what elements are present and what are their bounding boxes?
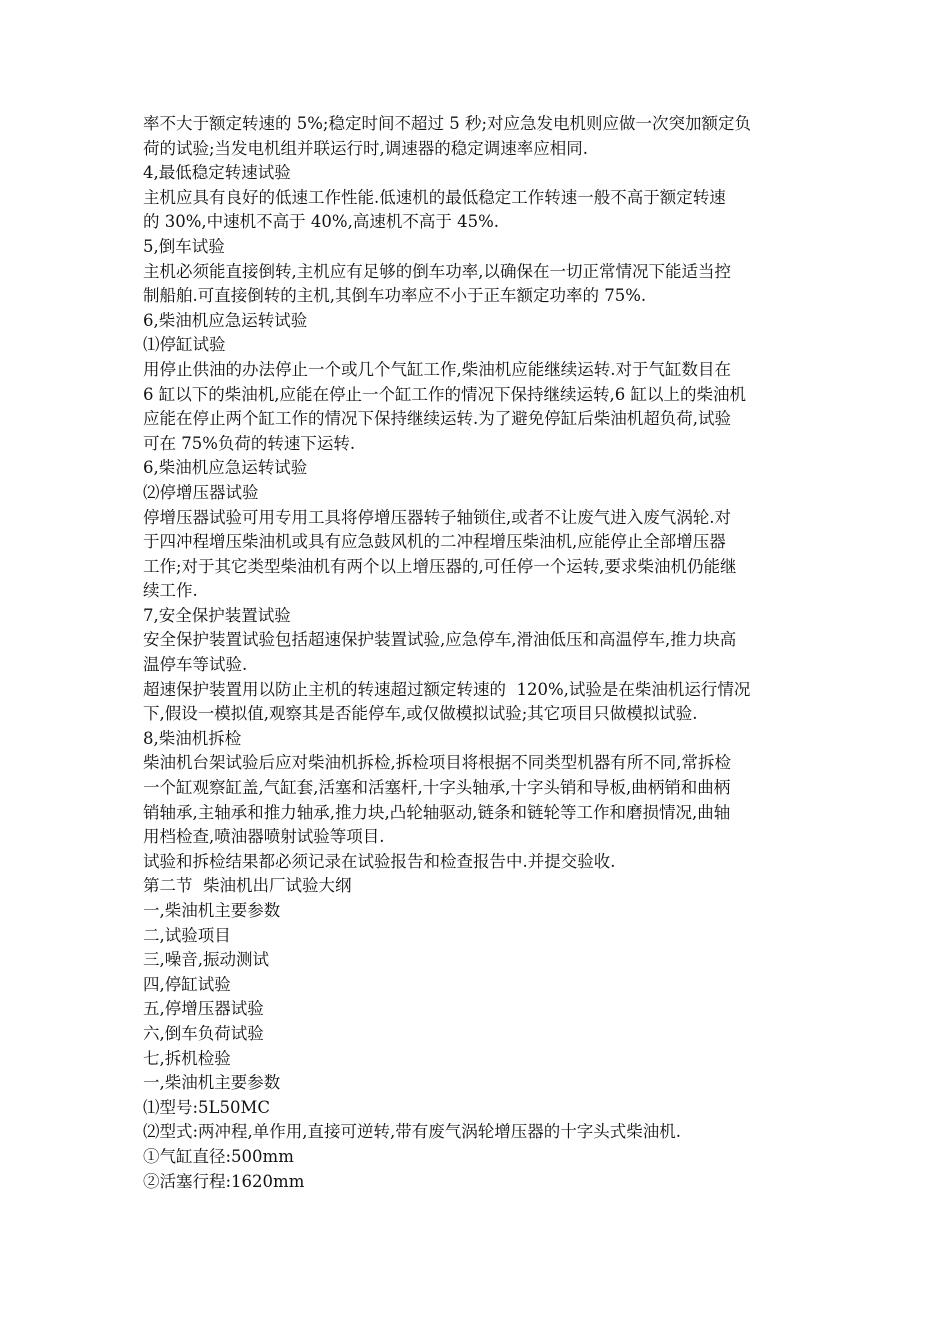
- text-line: 试验和拆检结果都必须记录在试验报告和检查报告中.并提交验收.: [143, 851, 616, 871]
- outline-item: 六,倒车负荷试验: [143, 1023, 264, 1043]
- text-line: 销轴承,主轴承和推力轴承,推力块,凸轮轴驱动,链条和链轮等工作和磨损情况,曲轴: [143, 802, 731, 822]
- text-line: 于四冲程增压柴油机或具有应急鼓风机的二冲程增压柴油机,应能停止全部增压器: [143, 532, 726, 552]
- section-heading: 8,柴油机拆检: [143, 728, 242, 748]
- sub-heading: ⑵停增压器试验: [143, 482, 259, 502]
- text-line: 下,假设一模拟值,观察其是否能停车,或仅做模拟试验;其它项目只做模拟试验.: [143, 704, 698, 724]
- section-heading: 4,最低稳定转速试验: [143, 163, 291, 183]
- text-line: 安全保护装置试验包括超速保护装置试验,应急停车,滑油低压和高温停车,推力块高: [143, 630, 737, 650]
- text-line: 一个缸观察缸盖,气缸套,活塞和活塞杆,十字头轴承,十字头销和导板,曲柄销和曲柄: [143, 778, 731, 798]
- parameter-item: ①气缸直径:500mm: [143, 1146, 294, 1166]
- text-line: 柴油机台架试验后应对柴油机拆检,拆检项目将根据不同类型机器有所不同,常拆检: [143, 753, 731, 773]
- text-line: 率不大于额定转速的 5%;稳定时间不超过 5 秒;对应急发电机则应做一次突加额定负: [143, 114, 752, 133]
- outline-item: 七,拆机检验: [143, 1048, 231, 1068]
- sub-heading: ⑴停缸试验: [143, 335, 226, 355]
- outline-item: 五,停增压器试验: [143, 999, 264, 1019]
- text-line: 的 30%,中速机不高于 40%,高速机不高于 45%.: [143, 212, 499, 232]
- parameter-item: ②活塞行程:1620mm: [143, 1171, 305, 1191]
- document-page: [143, 112, 811, 1194]
- outline-item: 一,柴油机主要参数: [143, 901, 281, 920]
- text-line: 可在 75%负荷的转速下运转.: [143, 433, 356, 453]
- text-line: 续工作.: [143, 581, 198, 601]
- text-line: 停增压器试验可用专用工具将停增压器转子轴锁住,或者不让废气进入废气涡轮.对: [143, 507, 731, 527]
- outline-item: 四,停缸试验: [143, 974, 231, 994]
- chapter-heading: 第二节 柴油机出厂试验大纲: [143, 876, 352, 896]
- outline-item: 三,噪音,振动测试: [143, 950, 269, 970]
- section-heading: 6,柴油机应急运转试验: [143, 458, 308, 478]
- text-line: 6 缸以下的柴油机,应能在停止一个缸工作的情况下保持继续运转,6 缸以上的柴油机: [143, 384, 746, 404]
- text-line: 主机必须能直接倒转,主机应有足够的倒车功率,以确保在一切正常情况下能适当控: [143, 261, 731, 281]
- text-line: 荷的试验;当发电机组并联运行时,调速器的稳定调速率应相同.: [143, 138, 589, 158]
- section-heading: 6,柴油机应急运转试验: [143, 310, 308, 330]
- text-line: 工作;对于其它类型柴油机有两个以上增压器的,可任停一个运转,要求柴油机仍能继: [143, 556, 737, 576]
- text-line: 主机应具有良好的低速工作性能.低速机的最低稳定工作转速一般不高于额定转速: [143, 187, 726, 207]
- section-heading: 一,柴油机主要参数: [143, 1073, 281, 1093]
- text-line: 用停止供油的办法停止一个或几个气缸工作,柴油机应能继续运转.对于气缸数目在: [143, 359, 731, 379]
- section-heading: 7,安全保护装置试验: [143, 605, 291, 625]
- parameter-item: ⑴型号:5L50MC: [143, 1097, 271, 1117]
- text-line: 用档检查,喷油器喷射试验等项目.: [143, 827, 385, 847]
- text-line: 应能在停止两个缸工作的情况下保持继续运转.为了避免停缸后柴油机超负荷,试验: [143, 409, 731, 429]
- outline-item: 二,试验项目: [143, 925, 231, 945]
- section-heading: 5,倒车试验: [143, 236, 225, 256]
- text-line: 温停车等试验.: [143, 655, 248, 675]
- text-line: 制船舶.可直接倒转的主机,其倒车功率应不小于正车额定功率的 75%.: [143, 286, 647, 306]
- parameter-item: ⑵型式:两冲程,单作用,直接可逆转,带有废气涡轮增压器的十字头式柴油机.: [143, 1122, 682, 1142]
- text-line: 超速保护装置用以防止主机的转速超过额定转速的 120%,试验是在柴油机运行情况: [143, 679, 751, 699]
